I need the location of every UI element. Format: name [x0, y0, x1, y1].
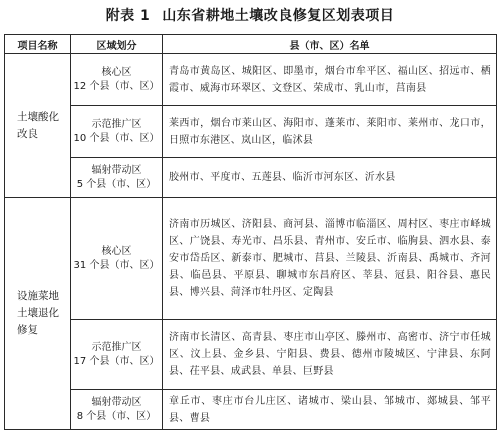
zone-cell	[71, 198, 163, 320]
zone-name: 示范推广区	[91, 341, 142, 353]
county-list: 胶州市、平度市、五莲县、临沂市河东区、沂水县	[169, 172, 396, 183]
header-project-name: 项目名称	[5, 35, 71, 54]
project-name: 土壤酸化改良	[17, 110, 59, 140]
county-list-cell	[163, 390, 497, 430]
table-number: 附表 1	[105, 8, 151, 24]
table-title-text: 山东省耕地土壤改良修复区划表项目	[162, 8, 395, 24]
county-list: 济南市历城区、济阳县、商河县、淄博市临淄区、周村区、枣庄市峄城区、广饶县、寿光市、昌乐县、青州市、安丘市、临朐县、泗水县、泰安市岱岳区、新泰市、肥城市、莒县、兰陵县、沂南县、禹城市、齐河县、临邑县、平原县、聊城市东昌府区、莘县、冠县、阳谷县、惠民县、博兴县、菏泽市牡丹区、定陶县	[169, 219, 491, 298]
header-county-list: 县（市、区）名单	[163, 35, 497, 54]
zoning-table	[4, 34, 497, 430]
zone-count: 10 个县（市、区）	[73, 132, 160, 144]
zone-cell	[71, 106, 163, 158]
county-list: 章丘市、枣庄市台儿庄区、诸城市、梁山县、邹城市、郯城县、邹平县、曹县	[169, 395, 491, 424]
zone-count: 5 个县（市、区）	[76, 178, 157, 190]
zone-count: 12 个县（市、区）	[73, 80, 160, 92]
county-list-cell	[163, 320, 497, 390]
project-name: 设施菜地土壤退化修复	[17, 290, 59, 336]
header-zone: 区域划分	[71, 35, 163, 54]
table-row	[5, 198, 497, 320]
zone-cell	[71, 54, 163, 106]
county-list: 青岛市黄岛区、城阳区、即墨市，烟台市牟平区、福山区、招远市、栖霞市、威海市环翠区、文登区、荣成市、乳山市，莒南县	[169, 65, 491, 94]
zone-count: 31 个县（市、区）	[73, 259, 160, 271]
header-row	[5, 35, 497, 54]
table-row	[5, 320, 497, 390]
table-row	[5, 158, 497, 198]
zone-count: 17 个县（市、区）	[73, 355, 160, 367]
zone-name: 辐射带动区	[91, 396, 142, 408]
county-list-cell	[163, 198, 497, 320]
zone-name: 示范推广区	[91, 118, 142, 130]
zone-name: 核心区	[101, 66, 132, 78]
county-list: 济南市长清区、高青县、枣庄市山亭区、滕州市、高密市、济宁市任城区、汶上县、金乡县、宁阳县、费县、德州市陵城区、宁津县、东阿县、茌平县、成武县、单县、巨野县	[169, 332, 491, 377]
zone-cell	[71, 158, 163, 198]
project-name-cell	[5, 198, 71, 430]
table-row	[5, 106, 497, 158]
table-row	[5, 390, 497, 430]
zone-cell	[71, 390, 163, 430]
table-row	[5, 54, 497, 106]
county-list-cell	[163, 158, 497, 198]
project-name-cell	[5, 54, 71, 198]
zone-cell	[71, 320, 163, 390]
county-list-cell	[163, 106, 497, 158]
zone-name: 核心区	[101, 245, 132, 257]
county-list-cell	[163, 54, 497, 106]
table-title	[0, 5, 500, 25]
zone-count: 8 个县（市、区）	[76, 410, 157, 422]
zone-name: 辐射带动区	[91, 164, 142, 176]
county-list: 莱西市，烟台市莱山区、海阳市、蓬莱市、莱阳市、莱州市、龙口市，日照市东港区、岚山区，临沭县	[169, 117, 491, 146]
